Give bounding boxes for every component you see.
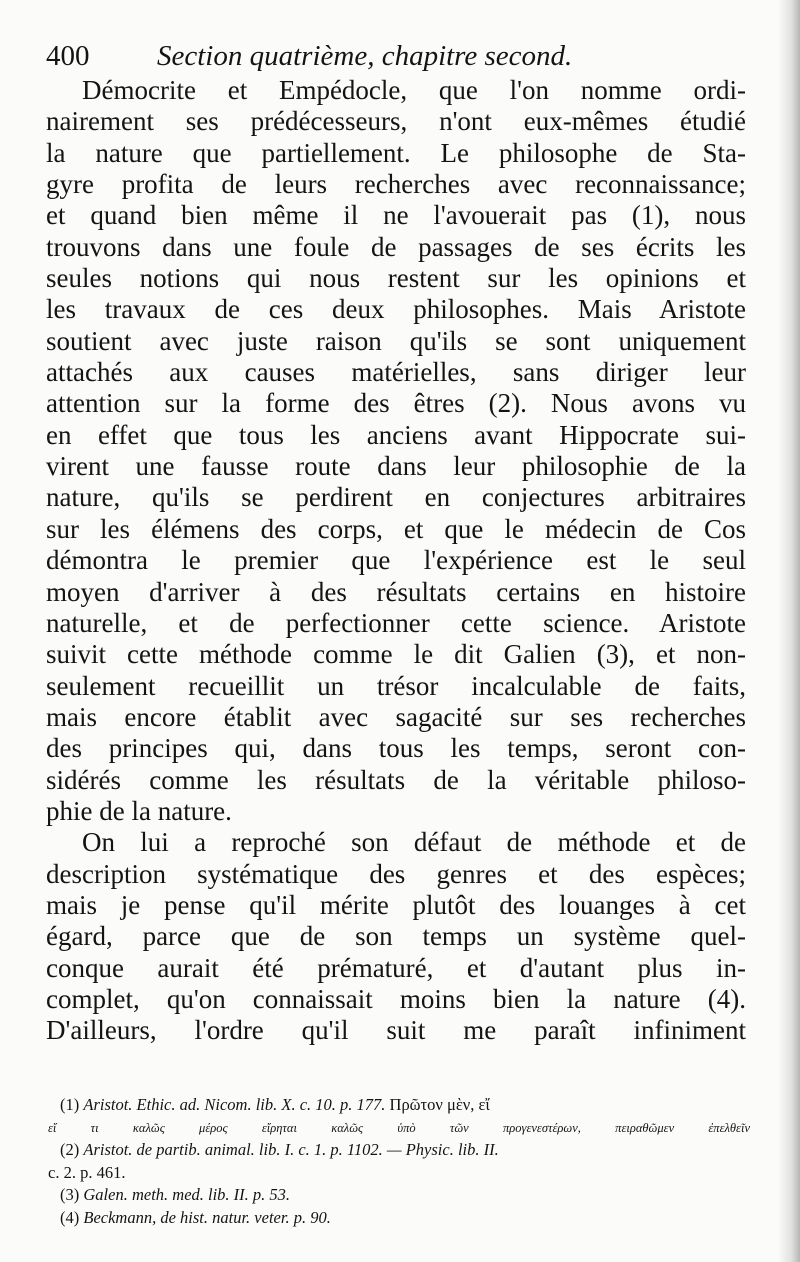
text-line: On lui a reproché son défaut de méthode et de xyxy=(82,827,746,858)
text-line: mais je pense qu'il mérite plutôt des louanges à cet xyxy=(46,889,746,920)
text-line: virent une fausse route dans leur philosophie de la xyxy=(46,451,746,482)
text-line: conque aurait été prématuré, et d'autant plus in- xyxy=(46,952,746,983)
text-line: trouvons dans une foule de passages de ses écrits les xyxy=(46,231,746,262)
text-line: la nature que partiellement. Le philosophe de Sta- xyxy=(46,137,746,168)
text-line: nairement ses prédécesseurs, n'ont eux-mêmes étudié xyxy=(46,106,746,137)
text-line: moyen d'arriver à des résultats certains en histoire xyxy=(46,576,746,607)
footnote-marker: (1) xyxy=(60,1095,80,1114)
text-line: description systématique des genres et des espèces; xyxy=(46,858,746,889)
text-line: Démocrite et Empédocle, que l'on nomme ordi- xyxy=(82,75,746,105)
text-line: gyre profita de leurs recherches avec reconnaissance; xyxy=(46,169,746,200)
text-line: naturelle, et de perfectionner cette science. Aristote xyxy=(46,607,746,638)
text-line: des principes qui, dans tous les temps, seront con- xyxy=(46,733,746,764)
footnote-citation: Beckmann, de hist. natur. veter. p. 90. xyxy=(83,1207,331,1227)
text-line: nature, qu'ils se perdirent en conjectures arbitraires xyxy=(46,482,746,513)
footnotes xyxy=(48,1094,750,1229)
footnote-3 xyxy=(60,1184,750,1207)
footnote-2-continuation: c. 2. p. 461. xyxy=(48,1162,126,1182)
text-line: seules notions qui nous restent sur les opinions et xyxy=(46,263,746,294)
page-number: 400 xyxy=(46,40,90,72)
paragraph-end-line: phie de la nature. xyxy=(46,795,232,826)
text-line: suivit cette méthode comme le dit Galien (3), et non- xyxy=(46,639,746,670)
text-line: démontra le premier que l'expérience est le seul xyxy=(46,545,746,576)
footnote-citation: Aristot. Ethic. ad. Nicom. lib. X. c. 10. p. 177. xyxy=(83,1095,386,1114)
text-line: mais encore établit avec sagacité sur ses recherches xyxy=(46,701,746,732)
text-line: en effet que tous les anciens avant Hippocrate sui- xyxy=(46,419,746,450)
footnote-marker: (2) xyxy=(60,1140,80,1159)
text-line: et quand bien même il ne l'avouerait pas (1), nous xyxy=(46,200,746,231)
footnote-citation: Aristot. de partib. animal. lib. I. c. 1. p. 1102. — Physic. lib. II. xyxy=(83,1140,499,1159)
footnote-4 xyxy=(60,1207,750,1230)
text-line: soutient avec juste raison qu'ils se sont uniquement xyxy=(46,325,746,356)
footnote-citation: Galen. meth. med. lib. II. p. 53. xyxy=(83,1185,291,1204)
text-line: sidérés comme les résultats de la véritable philoso- xyxy=(46,764,746,795)
text-line: seulement recueillit un trésor incalculable de faits, xyxy=(46,670,746,701)
text-line: complet, qu'on connaissait moins bien la nature (4). xyxy=(46,983,746,1014)
footnote-marker: (4) xyxy=(60,1207,80,1227)
footnote-1 xyxy=(60,1094,750,1117)
text-line: attachés aux causes matérielles, sans diriger leur xyxy=(46,357,746,388)
text-line: D'ailleurs, l'ordre qu'il suit me paraît infiniment xyxy=(46,1015,746,1046)
text-line: égard, parce que de son temps un système quel- xyxy=(46,921,746,952)
footnote-1-continuation: εἴ τι καλῶς μέρος εἴρηται καλῶς ὑπὸ τῶν προγενεστέρων, πειραθῶμεν ἐπελθεῖν xyxy=(48,1120,750,1135)
footnote-greek-text: Πρῶτον μὲν, εἴ xyxy=(389,1095,490,1114)
footnote-2 xyxy=(60,1139,750,1162)
spine-shadow xyxy=(778,0,800,1262)
text-line: les travaux de ces deux philosophes. Mais Aristote xyxy=(46,294,746,325)
body-text xyxy=(46,75,746,1047)
footnote-marker: (3) xyxy=(60,1185,80,1204)
page-header xyxy=(46,36,746,76)
running-head: Section quatrième, chapitre second. xyxy=(157,40,573,72)
text-line: sur les élémens des corps, et que le médecin de Cos xyxy=(46,513,746,544)
text-line: attention sur la forme des êtres (2). Nous avons vu xyxy=(46,388,746,419)
